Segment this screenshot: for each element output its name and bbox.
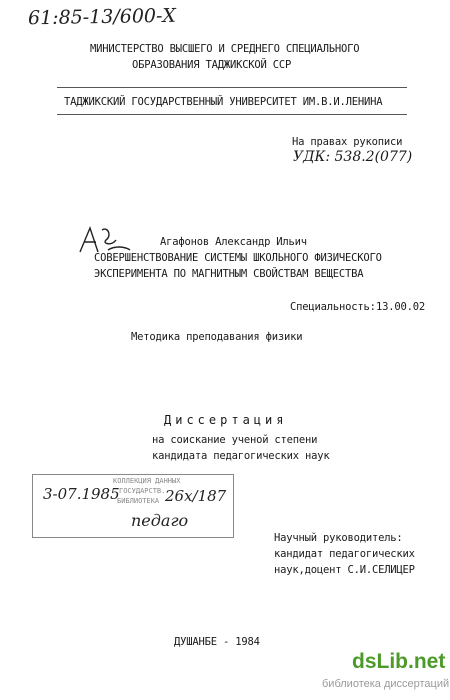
title-line-1: СОВЕРШЕНСТВОВАНИЕ СИСТЕМЫ ШКОЛЬНОГО ФИЗИЧЕСКОГО [94,252,382,264]
supervisor-line-2: кандидат педагогических [274,548,415,560]
supervisor-line-3: наук,доцент С.И.СЕЛИЦЕР [274,564,415,576]
specialty-code: 13.00.02 [376,301,425,313]
stamp-number: 26х/187 [165,487,227,505]
specialty-name: Методика преподавания физики [131,331,303,343]
stamp-note: педаго [131,511,189,530]
supervisor-line-1: Научный руководитель: [274,532,403,544]
author-name: Агафонов Александр Ильич [160,236,307,248]
university-divider [57,114,407,115]
stamp-date: 3-07.1985 [43,485,120,503]
university-name: ТАДЖИКСКИЙ ГОСУДАРСТВЕННЫЙ УНИВЕРСИТЕТ ИМ.В.И.ЛЕНИНА [64,96,383,108]
ministry-line-1: МИНИСТЕРСТВО ВЫСШЕГО И СРЕДНЕГО СПЕЦИАЛЬНОГО [90,43,360,55]
stamp-line-2: ГОСУДАРСТВ. [119,487,166,495]
watermark-brand: dsLib.net [352,650,446,673]
watermark-tagline: библиотека диссертаций [322,678,450,690]
specialty-label: Специальность: [290,301,376,313]
title-line-2: ЭКСПЕРИМЕНТА ПО МАГНИТНЫМ СВОЙСТВАМ ВЕЩЕСТВА [94,268,364,280]
catalog-code: 61:85-13/600-Х [27,4,177,30]
manuscript-rights: На правах рукописи [292,136,403,148]
stamp-line-3: БИБЛИОТЕКА [117,497,160,505]
city-year: ДУШАНБЕ - 1984 [174,636,260,648]
degree-line-1: на соискание ученой степени [152,434,318,446]
ministry-line-2: ОБРАЗОВАНИЯ ТАДЖИКСКОЙ ССР [132,59,292,71]
udk-code: УДК: 538.2(077) [293,149,413,165]
header-divider [57,87,407,88]
stamp-line-1: КОЛЛЕКЦИЯ ДАННЫХ [113,477,181,485]
degree-line-2: кандидата педагогических наук [152,450,330,462]
library-stamp [32,474,234,538]
dissertation-heading: Диссертация [164,413,288,427]
